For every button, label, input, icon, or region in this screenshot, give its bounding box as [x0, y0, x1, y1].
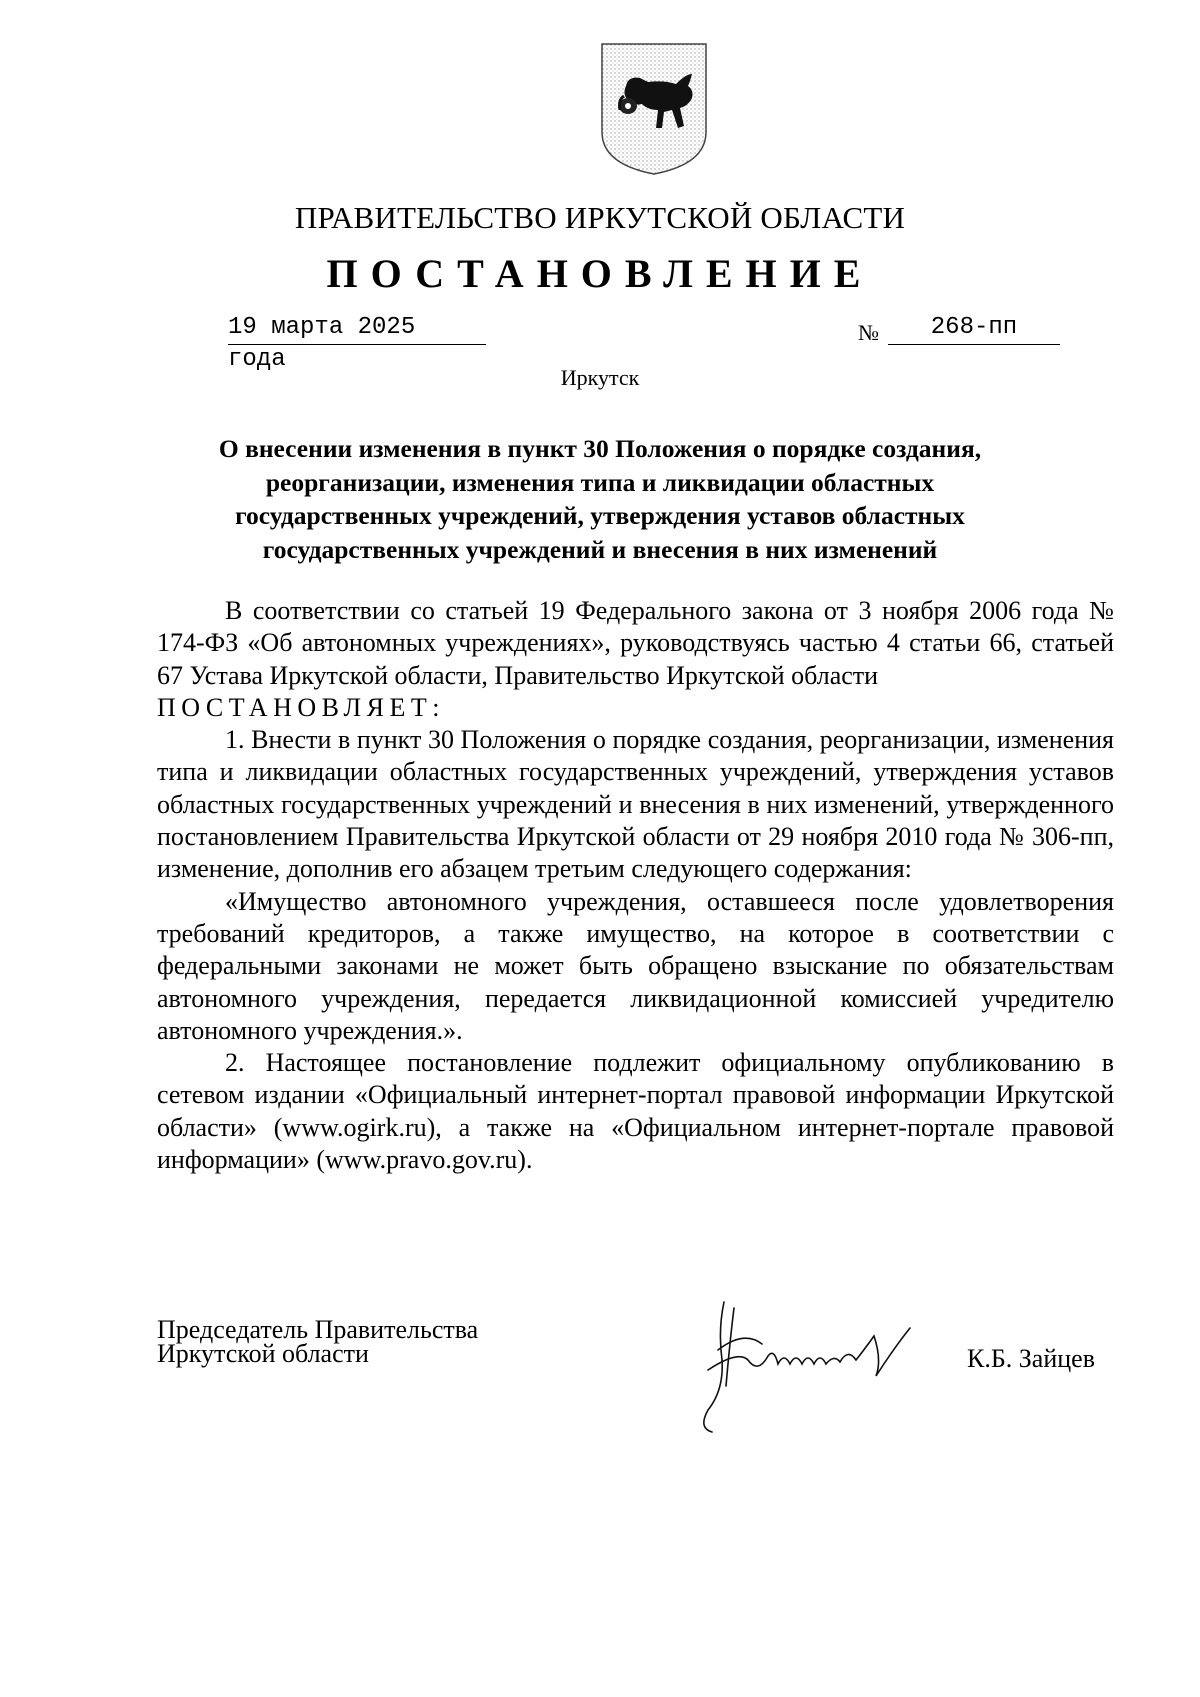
title-line: О внесении изменения в пункт 30 Положения о порядке создания,: [218, 434, 982, 463]
handwritten-signature: [678, 1290, 938, 1435]
item-1-paragraph: 1. Внести в пункт 30 Положения о порядке создания, реорганизации, изменения типа и ликвидации областных государственных учреждений, утверждения уставов областных государственных учреждений и внесения в них изменений, утвержденного постановлением Правительства Иркутской области от 29 ноября 2010 года № 306-пп, изменение, дополнив его абзацем третьим следующего содержания:: [157, 725, 1114, 884]
quoted-paragraph: «Имущество автономного учреждения, оставшееся после удовлетворения требований кредиторов, а также имущество, на которое в соответствии с федеральными законами не может быть обращено взыскание по обязательствам автономного учреждения, передается ликвидационной комиссией учредителю автономного учреждения.».: [157, 886, 1114, 1045]
document-number: 268-пп: [888, 312, 1060, 345]
coat-of-arms-emblem: [598, 40, 710, 177]
document-date: 19 марта 2025 года: [228, 312, 486, 345]
number-sign: №: [858, 320, 879, 345]
document-body: [157, 595, 1114, 1176]
signer-name: К.Б. Зайцев: [967, 1344, 1095, 1373]
position-line: Председатель Правительства: [157, 1315, 479, 1344]
authority-name: ПРАВИТЕЛЬСТВО ИРКУТСКОЙ ОБЛАСТИ: [294, 200, 906, 235]
item-2-paragraph: 2. Настоящее постановление подлежит официальному опубликованию в сетевом издании «Официальный интернет-портал правовой информации Иркутской области» (www.ogirk.ru), а также на «Официальном интернет-портале правовой информации» (www.pravo.gov.ru).: [157, 1048, 1114, 1175]
position-line: Иркутской области: [157, 1339, 369, 1368]
signatory-position: [157, 1315, 479, 1368]
document-type: ПОСТАНОВЛЕНИЕ: [326, 251, 874, 296]
preamble-paragraph: В соответствии со статьей 19 Федерального закона от 3 ноября 2006 года № 174-ФЗ «Об автономных учреждениях», руководствуясь частью 4 статьи 66, статьей 67 Устава Иркутской области, Правительство Иркутской области: [157, 596, 1114, 690]
title-line: государственных учреждений, утверждения уставов областных: [235, 501, 965, 530]
title-line: реорганизации, изменения типа и ликвидации областных: [265, 467, 935, 497]
title-line: государственных учреждений и внесения в них изменений: [262, 534, 938, 564]
city: Иркутск: [560, 365, 640, 390]
document-title: [150, 432, 1050, 566]
decrees-word: ПОСТАНОВЛЯЕТ:: [157, 692, 445, 722]
